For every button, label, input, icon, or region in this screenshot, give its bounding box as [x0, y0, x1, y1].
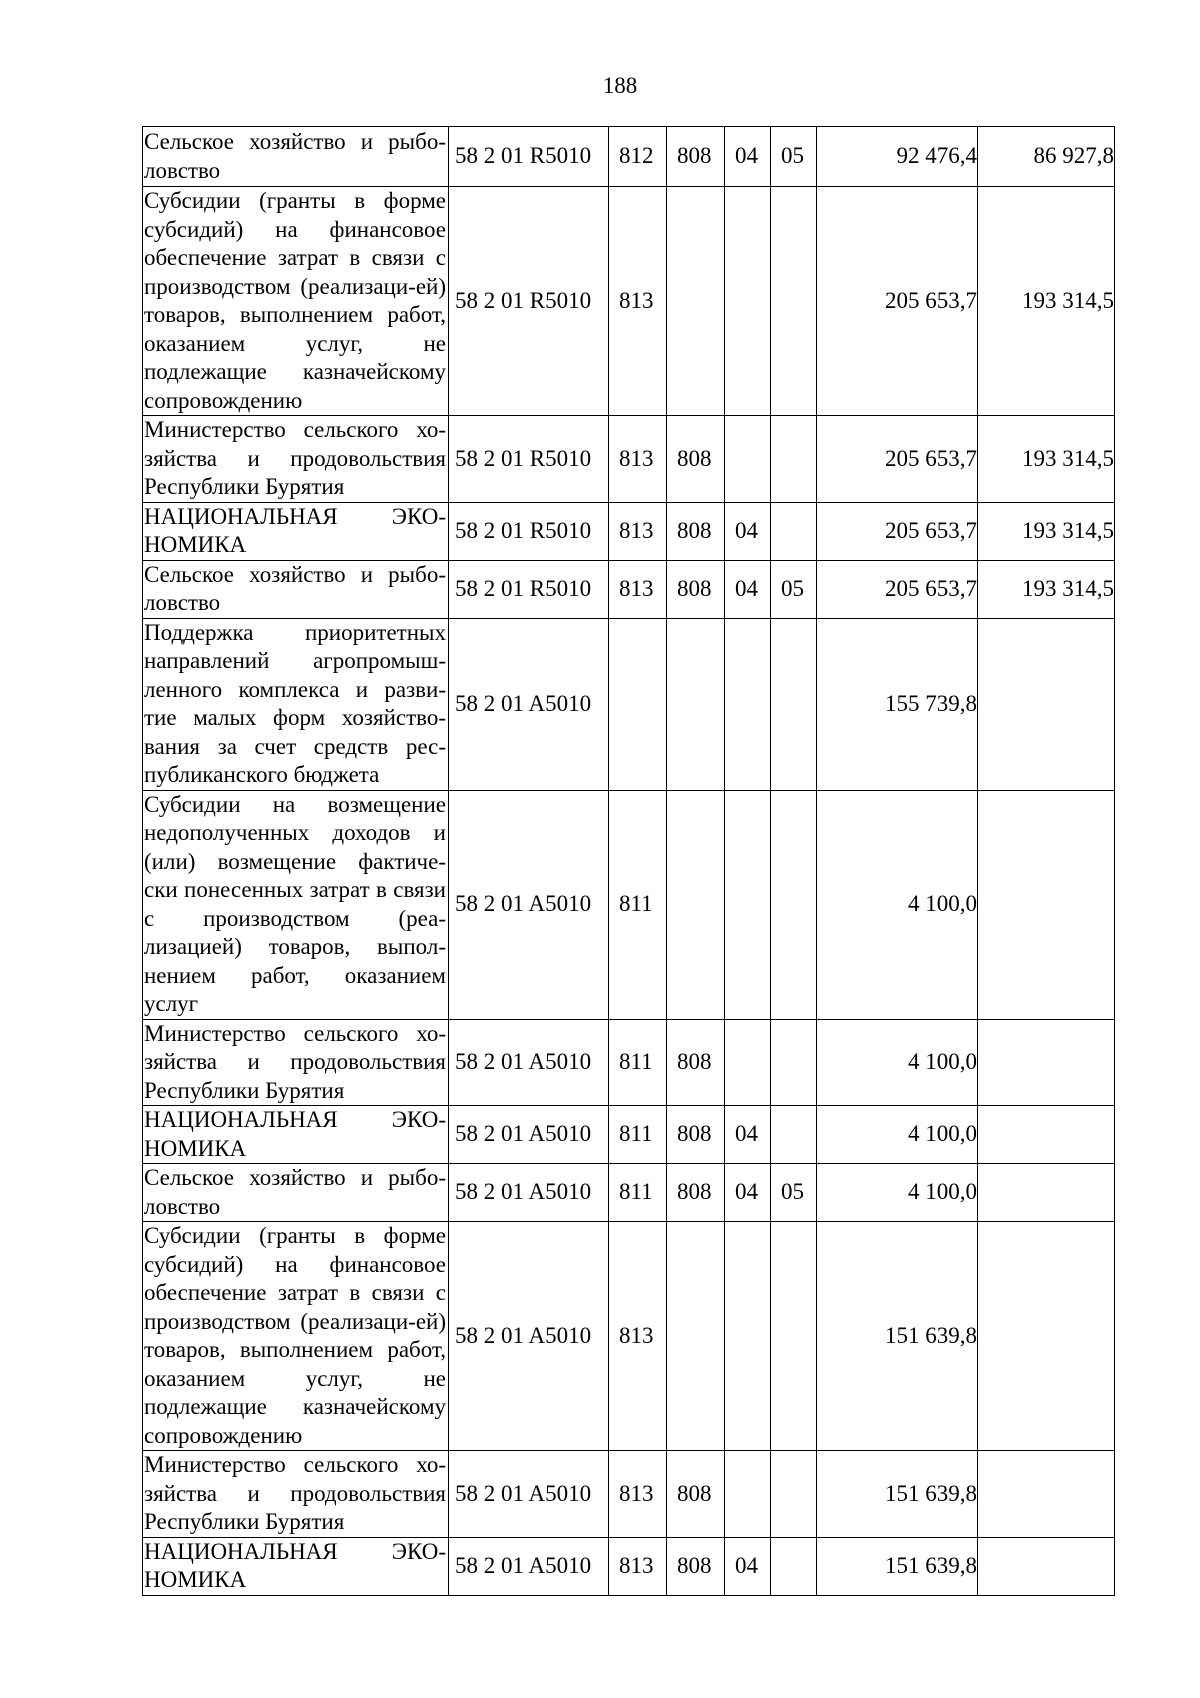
table-row: [143, 1106, 1115, 1164]
table-row: [143, 502, 1115, 560]
target-article-code: 58 2 01 A5010: [449, 1451, 609, 1538]
expense-type-code: 811: [609, 790, 667, 1019]
amount-year-2: [978, 1164, 1115, 1222]
amount-year-2: 193 314,5: [978, 416, 1115, 503]
subsection-code: 05: [771, 1164, 817, 1222]
subsection-code: [771, 1106, 817, 1164]
amount-year-2: [978, 1222, 1115, 1451]
ministry-code: 808: [667, 127, 725, 187]
subsection-code: [771, 1451, 817, 1538]
row-description: Министерство сельского хо-зяйства и продовольствия Республики Бурятия: [143, 1019, 449, 1106]
ministry-code: [667, 790, 725, 1019]
amount-year-1: 205 653,7: [817, 416, 978, 503]
section-code: 04: [725, 127, 771, 187]
section-code: 04: [725, 1106, 771, 1164]
subsection-code: [771, 1019, 817, 1106]
subsection-code: [771, 790, 817, 1019]
amount-year-1: 4 100,0: [817, 1164, 978, 1222]
target-article-code: 58 2 01 R5010: [449, 127, 609, 187]
amount-year-2: [978, 1019, 1115, 1106]
subsection-code: [771, 187, 817, 416]
amount-year-1: 151 639,8: [817, 1222, 978, 1451]
table-row: [143, 1451, 1115, 1538]
amount-year-1: 4 100,0: [817, 1019, 978, 1106]
target-article-code: 58 2 01 A5010: [449, 618, 609, 790]
expense-type-code: 813: [609, 1222, 667, 1451]
amount-year-2: 193 314,5: [978, 560, 1115, 618]
amount-year-1: 151 639,8: [817, 1537, 978, 1595]
expense-type-code: 813: [609, 187, 667, 416]
amount-year-2: [978, 1537, 1115, 1595]
expense-type-code: 812: [609, 127, 667, 187]
section-code: [725, 1222, 771, 1451]
subsection-code: [771, 416, 817, 503]
page-number: 188: [602, 73, 638, 98]
table-row: [143, 1537, 1115, 1595]
section-code: 04: [725, 502, 771, 560]
expense-type-code: 811: [609, 1164, 667, 1222]
expense-type-code: 813: [609, 1537, 667, 1595]
target-article-code: 58 2 01 R5010: [449, 502, 609, 560]
amount-year-1: 205 653,7: [817, 502, 978, 560]
section-code: 04: [725, 1537, 771, 1595]
table-row: [143, 127, 1115, 187]
target-article-code: 58 2 01 A5010: [449, 790, 609, 1019]
row-description: НАЦИОНАЛЬНАЯ ЭКО-НОМИКА: [143, 502, 449, 560]
amount-year-1: 205 653,7: [817, 560, 978, 618]
amount-year-1: 92 476,4: [817, 127, 978, 187]
target-article-code: 58 2 01 A5010: [449, 1106, 609, 1164]
row-description: Сельское хозяйство и рыбо-ловство: [143, 127, 449, 187]
ministry-code: 808: [667, 502, 725, 560]
section-code: [725, 1019, 771, 1106]
target-article-code: 58 2 01 A5010: [449, 1019, 609, 1106]
subsection-code: [771, 502, 817, 560]
ministry-code: 808: [667, 416, 725, 503]
amount-year-1: 4 100,0: [817, 1106, 978, 1164]
row-description: Субсидии на возмещение недополученных доходов и (или) возмещение фактиче-ски понесенных затрат в связи с производством (реа-лизацией) товаров, выпол-нением работ, оказанием услуг: [143, 790, 449, 1019]
amount-year-2: 193 314,5: [978, 187, 1115, 416]
expense-type-code: [609, 618, 667, 790]
expense-type-code: 813: [609, 502, 667, 560]
row-description: Субсидии (гранты в форме субсидий) на финансовое обеспечение затрат в связи с производством (реализаци-ей) товаров, выполнением работ, оказанием услуг, не подлежащие казначейскому сопровождению: [143, 187, 449, 416]
expense-type-code: 813: [609, 560, 667, 618]
expense-type-code: 811: [609, 1106, 667, 1164]
table-row: [143, 560, 1115, 618]
amount-year-2: [978, 618, 1115, 790]
target-article-code: 58 2 01 R5010: [449, 560, 609, 618]
expense-type-code: 813: [609, 1451, 667, 1538]
amount-year-2: [978, 1451, 1115, 1538]
section-code: 04: [725, 1164, 771, 1222]
target-article-code: 58 2 01 R5010: [449, 416, 609, 503]
row-description: Министерство сельского хо-зяйства и продовольствия Республики Бурятия: [143, 416, 449, 503]
subsection-code: [771, 1537, 817, 1595]
subsection-code: [771, 618, 817, 790]
amount-year-1: 155 739,8: [817, 618, 978, 790]
section-code: 04: [725, 560, 771, 618]
ministry-code: 808: [667, 1537, 725, 1595]
expense-type-code: 813: [609, 416, 667, 503]
ministry-code: [667, 187, 725, 416]
table-row: [143, 1019, 1115, 1106]
amount-year-2: 86 927,8: [978, 127, 1115, 187]
table-row: [143, 1164, 1115, 1222]
ministry-code: 808: [667, 1164, 725, 1222]
section-code: [725, 416, 771, 503]
target-article-code: 58 2 01 A5010: [449, 1537, 609, 1595]
section-code: [725, 1451, 771, 1538]
amount-year-2: [978, 790, 1115, 1019]
amount-year-2: 193 314,5: [978, 502, 1115, 560]
table-row: [143, 187, 1115, 416]
ministry-code: 808: [667, 1019, 725, 1106]
ministry-code: [667, 618, 725, 790]
table-row: [143, 618, 1115, 790]
expense-type-code: 811: [609, 1019, 667, 1106]
amount-year-2: [978, 1106, 1115, 1164]
amount-year-1: 4 100,0: [817, 790, 978, 1019]
row-description: НАЦИОНАЛЬНАЯ ЭКО-НОМИКА: [143, 1106, 449, 1164]
ministry-code: [667, 1222, 725, 1451]
row-description: Поддержка приоритетных направлений агропромыш-ленного комплекса и разви-тие малых форм хозяйство-вания за счет средств рес-публиканского бюджета: [143, 618, 449, 790]
ministry-code: 808: [667, 1451, 725, 1538]
target-article-code: 58 2 01 A5010: [449, 1222, 609, 1451]
table-row: [143, 1222, 1115, 1451]
section-code: [725, 187, 771, 416]
section-code: [725, 618, 771, 790]
subsection-code: 05: [771, 560, 817, 618]
subsection-code: 05: [771, 127, 817, 187]
row-description: Субсидии (гранты в форме субсидий) на финансовое обеспечение затрат в связи с производством (реализаци-ей) товаров, выполнением работ, оказанием услуг, не подлежащие казначейскому сопровождению: [143, 1222, 449, 1451]
subsection-code: [771, 1222, 817, 1451]
row-description: НАЦИОНАЛЬНАЯ ЭКО-НОМИКА: [143, 1537, 449, 1595]
row-description: Сельское хозяйство и рыбо-ловство: [143, 560, 449, 618]
target-article-code: 58 2 01 R5010: [449, 187, 609, 416]
table-row: [143, 790, 1115, 1019]
target-article-code: 58 2 01 A5010: [449, 1164, 609, 1222]
table-body: [143, 127, 1115, 1596]
section-code: [725, 790, 771, 1019]
row-description: Сельское хозяйство и рыбо-ловство: [143, 1164, 449, 1222]
amount-year-1: 151 639,8: [817, 1451, 978, 1538]
table-row: [143, 416, 1115, 503]
ministry-code: 808: [667, 560, 725, 618]
ministry-code: 808: [667, 1106, 725, 1164]
amount-year-1: 205 653,7: [817, 187, 978, 416]
row-description: Министерство сельского хо-зяйства и продовольствия Республики Бурятия: [143, 1451, 449, 1538]
budget-table: [142, 126, 1115, 1596]
